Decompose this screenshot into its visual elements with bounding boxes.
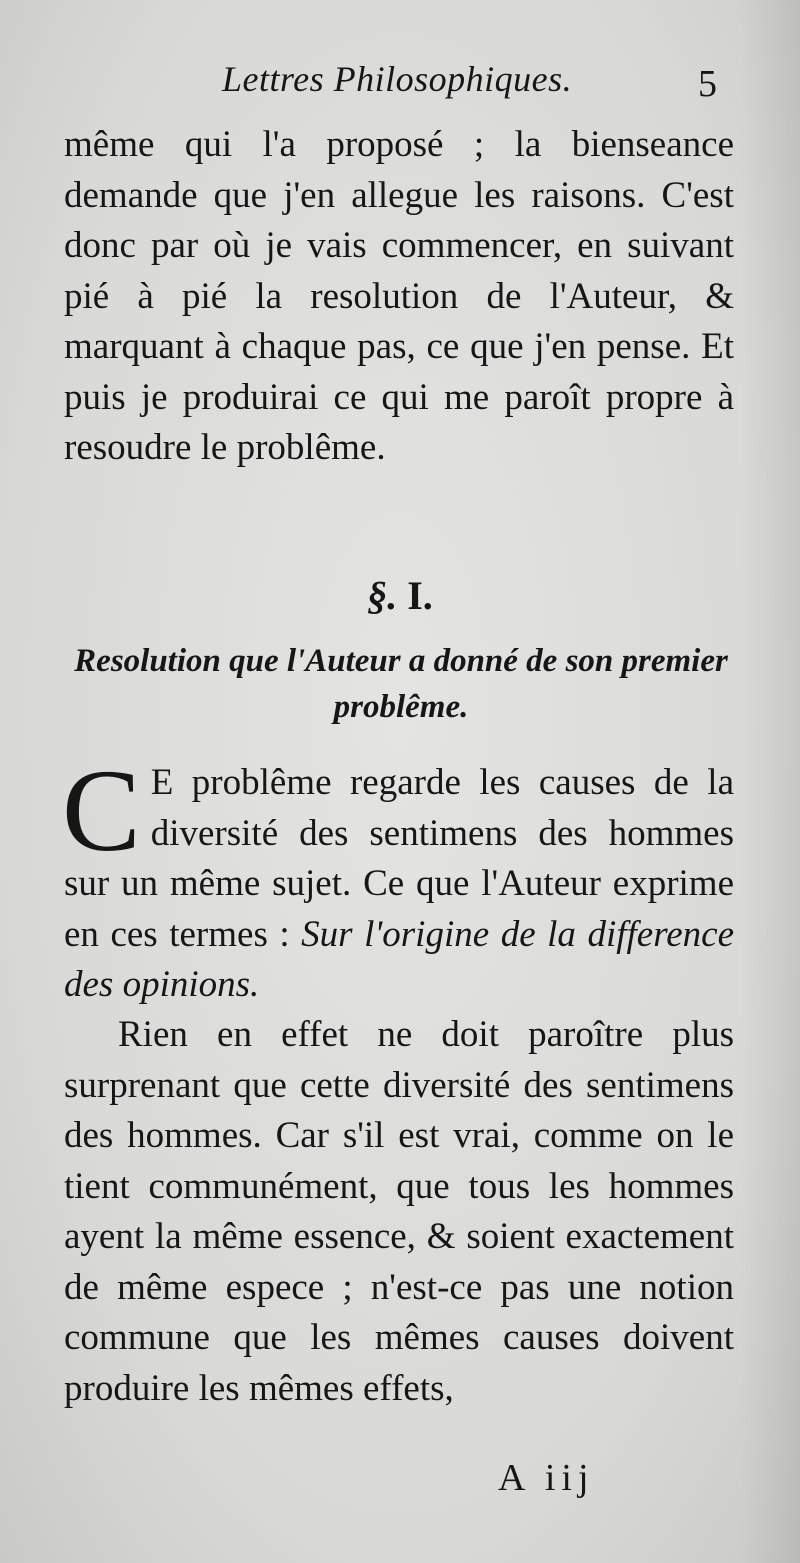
section-symbol: §. xyxy=(367,573,398,618)
section-title: Resolution que l'Auteur a donné de son premier problême. xyxy=(74,643,728,725)
section-heading xyxy=(0,572,800,619)
drop-cap: C xyxy=(62,745,141,876)
running-header xyxy=(0,58,800,108)
page-number: 5 xyxy=(698,63,717,105)
running-title: Lettres Philosophiques. xyxy=(222,59,573,99)
section-number: I. xyxy=(407,573,433,618)
page-gutter-shadow xyxy=(740,0,800,1563)
paragraph-body: Rien en effet ne doit paroître plus surprenant que cette diversité des sentimens des hommes. Car s'il est vrai, comme on le tient communément, que tous les hommes ayent la même essence, & soient exactement de même espece ; n'est-ce pas une notion commune que les mêmes causes doivent produire les mêmes effets, xyxy=(64,1014,734,1409)
quoted-phrase: Sur l'origine de la difference des opinions. xyxy=(64,913,734,1005)
paragraph-continued: même qui l'a proposé ; la bienseance demande que j'en allegue les raisons. C'est donc par où je vais commencer, en suivant pié à pié la resolution de l'Auteur, & marquant à chaque pas, ce que j'en pense. Et puis je produirai ce qui me paroît propre à resoudre le problême. xyxy=(64,124,734,468)
paragraph-opening-text: E problême regarde les causes de la diversité des sentimens des hommes sur un même sujet. Ce que l'Auteur exprime en ces termes : xyxy=(64,762,734,955)
signature-mark: A iij xyxy=(498,1457,595,1499)
paragraph-opening xyxy=(62,745,734,1011)
